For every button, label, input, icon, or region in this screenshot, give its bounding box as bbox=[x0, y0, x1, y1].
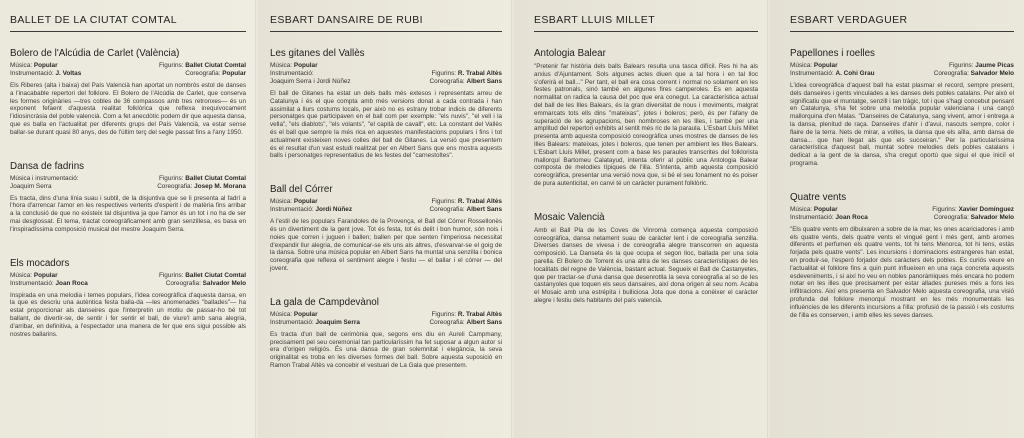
credit-label: Instrumentació: bbox=[270, 70, 314, 77]
dance-section bbox=[10, 161, 246, 234]
credit-label: Coreografia: bbox=[165, 279, 201, 287]
credit-row bbox=[10, 62, 246, 70]
credit-value: Ballet Ciutat Comtal bbox=[185, 62, 246, 69]
credit-label: Coreografia: bbox=[429, 78, 465, 85]
dance-description: Es tracta, dins d'una línia suau i subtil, de la disjuntiva que se li presenta al fadrí a l'hora d'arrencar l'amor en les respectives vertents d'esperit i de matèria fins arribar a la conclusió de que no existeix tal disjuntiva ja que l'amor és un tot i no ha de ser mai desglossat. El tema, tractat coreogràficament amb gran senzillesa, es basa en l'inspiradíssima composició musical del mestre Joaquim Serra. bbox=[10, 194, 246, 233]
ensemble-heading: ESBART VERDAGUER bbox=[790, 14, 1014, 32]
credit-label: Figurins: bbox=[431, 198, 457, 206]
credit-label: Música: bbox=[10, 271, 33, 279]
dance-section bbox=[534, 48, 758, 188]
dance-title: Els mocadors bbox=[10, 257, 70, 269]
credit-label: Música: bbox=[270, 198, 293, 206]
credit-value: Josep M. Morana bbox=[194, 182, 246, 190]
credit-label: Instrumentació: bbox=[790, 70, 834, 77]
dance-title: La gala de Campdevànol bbox=[270, 296, 379, 308]
credit-label: Coreografia: bbox=[933, 213, 969, 221]
credit-label: Coreografia: bbox=[157, 182, 193, 190]
dance-description: Amb el Ball Pla de les Coves de Vinromà comença aquesta composició coreogràfica, dansa netament suau de caràcter lent i de coreografia senzilla. Diverses danses de vivesa i de coreografia alegre transcorren en aquesta composició. La Danseta és la que ocupa el segon lloc, ballada per una sola parella. El Bolero de Torrent és una altra de les danses característiques de les localitats del regne de València, bastant actual. Segueix el Ball de Castanyetes, que per tractar-se d'una dansa que desenrotlla la seva coreografia al so de les castanyoles que toquen els seus dansaires, així dona origen al seu nom. Acaba el Mosaic amb una estrépita i bulliciosa Jota que dona a conèixer el caràcter alegre i festiu dels habitants del país valencià. bbox=[534, 226, 758, 304]
credit-value: Xavier Domínguez bbox=[958, 205, 1014, 213]
credit-value: Popular bbox=[293, 198, 318, 206]
credit-row bbox=[270, 311, 502, 319]
dance-title: Quatre vents bbox=[790, 191, 847, 203]
dance-section bbox=[10, 48, 246, 137]
credit-label: Coreografia: bbox=[933, 70, 969, 77]
credit-label: Figurins: bbox=[158, 62, 184, 69]
credit-label: Figurins: bbox=[948, 62, 974, 69]
dance-title: Antologia Balear bbox=[534, 48, 606, 59]
dance-section bbox=[534, 212, 758, 305]
credit-label: Figurins: bbox=[932, 205, 957, 213]
credit-row bbox=[10, 272, 246, 280]
credit-label: Música: bbox=[790, 62, 813, 69]
section-spacer bbox=[10, 240, 246, 258]
credit-row bbox=[10, 280, 246, 288]
credit-label: Instrumentació: bbox=[790, 213, 834, 221]
credit-value: Popular bbox=[813, 62, 838, 69]
credit-value: Popular bbox=[222, 70, 246, 77]
credit-value: Joan Roca bbox=[55, 279, 88, 287]
credit-row bbox=[270, 62, 502, 70]
credit-value: Salvador Melo bbox=[202, 279, 246, 287]
credit-value: A. Cohi Grau bbox=[835, 70, 875, 77]
dance-description: L'idea coreogràfica d'aquest ball ha estat plasmar el record, sempre present, dels danseires i gents vinculades a les danses dels pobles catalans. Per això el significatiu que el muntatge, senzill i tan tràgic, tot i que s'hagi concebut pensant en Catalunya, s'ha fet sobre una melodia popular valenciana i una cançó mallorquina d'en Malas. "Danseires de Catalunya, sang vivent, amor i entrega a la dansa, plenitud de raça. Danseires d'ahir i d'avui, nascuts sempre, color i flaire de la terra. Nets de mirar, a voltes, la dansa que els aïlla, amb dansa de dansa... que han llegat als que els succeiran." Per la particularíssima característica d'aquest ball, muntat sobre melodies dels pobles catalans i dedicat a la gent de la dansa, s'ha cregut oportú que sigui el que iniciï el programa. bbox=[790, 82, 1014, 167]
credit-value: R. Trabal Altès bbox=[457, 198, 502, 206]
credit-row bbox=[270, 198, 502, 206]
credit-row bbox=[270, 78, 502, 86]
credit-label: Coreografia: bbox=[429, 206, 465, 214]
dance-description: A l'estil de les populars Farandoles de la Provença, el Ball del Córrer Rossellonès és un divertiment de la gent jove. Tot és festa, tot és delit i bon humor, són nois i noies que corren i juguen i ballen; ballen per que senten l'imperiosa necessitat d'expandir llur alegria, de comunicar-se els uns als altres, d'esvarvar-se el goig de la dansa. Sobre una música popular en Albert Sans ha muntat una senzilla i bonica coreografia que reflexa el sentiment alegre i festiu — el ballar i el córrer — del jovent. bbox=[270, 218, 502, 272]
credit-row bbox=[790, 214, 1014, 222]
credit-label: Música i instrumentació: bbox=[10, 174, 79, 182]
dance-title: Mosaic Valencià bbox=[534, 211, 605, 223]
credit-value: Albert Sans bbox=[466, 206, 502, 214]
dance-section bbox=[10, 258, 246, 339]
credit-row bbox=[270, 319, 502, 327]
program-column bbox=[0, 0, 256, 438]
dance-description: Els Riberes (alta i baixa) del País Valencià han aportat un nombrós estol de danses a l'inacabable repertori del folklore. El Bolero de l'Alcúdia de Carlet, que conserva les formes originàries —tres cobles de 36 compassos amb tres retronxes— és un exponent fefaent d'aquesta realitat folklòrica que reflexa inequívocament l'idiosincràsia del poble valencià. Com a fet anecdòtic podem dir que aquesta dansa, que es balla en l'actualitat per diferents grups del País Valencià, va estar sense ballar-se durant quasi 80 anys, des de l'últim terç del segle passat fins a l'any 1950. bbox=[10, 82, 246, 136]
credit-value: Jaume Picas bbox=[975, 62, 1014, 69]
credit-row bbox=[790, 206, 1014, 214]
dance-title: Papellones i roelles bbox=[790, 48, 875, 59]
dance-description: "Els quatre vents em dibuixaren a sobre de la mar, les ones acariciadores i amb els quatre vents, dels quatre vents el vingué gent i més gent, amb aromes diferents et perfumen els quatre vents, tot hi tens Menorca, tot hi tens, estàs forjada pels quatre vents". Les incursions i dominacions estrangeres han estat, en produir-se, l'esperó forjador dels caràcters dels pobles. Es curiós veure en l'actualitat el folklore fins a quin punt influeixen en una raça concreta aquests esdeveniments, i si així ho veu en nobles panoràmiques més encara ho podem notar en les illes que precisament per estar allades pureses més a fons les infiltracions. Així ens presenta en Salvador Melo aquesta coreografia, una visió profunda del folklore menorquí mostrant en les més monumentals les influències de les diferents incursions a l'illa: profusió de la passió i els costums de l'illa es conserven, i amb elles les seves danses. bbox=[790, 225, 1014, 319]
dance-description: Es tracta d'un ball de cerimònia que, segons ens diu en Aureli Campmany, precisament pel seu ceremonial tan particularíssim ha fet suposar a algun autor si era d'origen religiós. És una dansa de gran solemnitat i elegància, la seva originalitat es troba en les diverses formes del ball. Sobre aquesta suposició en Ramon Trabal Altès va concebir el vestuari de La Gala que presentem. bbox=[270, 330, 502, 369]
credit-row bbox=[790, 70, 1014, 78]
credit-label: Joaquim Serra i Jordi Núñez bbox=[270, 78, 351, 85]
credit-row bbox=[270, 70, 502, 78]
credit-value: Joaquim Serra bbox=[315, 318, 360, 326]
program-column bbox=[256, 0, 512, 438]
credit-label: Instrumentació: bbox=[270, 206, 314, 214]
section-spacer bbox=[534, 194, 758, 212]
credit-row bbox=[270, 206, 502, 214]
dance-title: Bolero de l'Alcúdia de Carlet (València) bbox=[10, 48, 180, 59]
credit-value: Albert Sans bbox=[466, 78, 502, 85]
credit-value: Popular bbox=[33, 271, 58, 279]
section-spacer bbox=[790, 174, 1014, 192]
credit-value: Jordi Núñez bbox=[315, 206, 353, 214]
credit-label: Joaquim Serra bbox=[10, 182, 52, 190]
credit-value: Ballet Ciutat Comtal bbox=[185, 271, 246, 279]
dance-section bbox=[270, 297, 502, 370]
dance-description: "Pretenir far història dels balls Balears resulta una tasca difícil. Res hi ha als arxius d'Ajuntament. Sols algunes actes diuen que a tal hora i en tal lloc s'oferirà el ball..." Per tant, el ball era cosa corrent i normal no solament en les festes patronals, sinó també en algunes fires camperoles. Es en aquesta normalitat on radica la causa del poc que era conegut. La característica actual del ball de les Illes Balears, és la gran diversitat de nous i moviments, malgrat emmarcats tots ells dins "mateixas", jotes i boleros; però, és per l'afany de superació de les agrupacions, ben nombroses en les Illes, i també per una amplitud del repertori exhibits al sentit més ric de la paraula. L'Esbart Lluís Millet presenta amb aquesta composició coreogràfica unes mostres de danses de les Illes Balears: mateixas, jotes i boleros, que tenen per ambient les Illes Balears. L'Esbart Lluís Millet, present com a base les paraules transcrites del folklorista mallorquí Bartomeu Calatayud, intenta oferir al públic una Antologia Balear composta de melodies típiques de l'illa. S'intenta, amb aquesta composició coreogràfica, presentar una versió nova que, si bé el seu fonament no és poiser de pura autenticitat, en canvi té un caràcter purament folklòric. bbox=[534, 63, 758, 187]
program-column bbox=[768, 0, 1024, 438]
credit-value: Ballet Ciutat Comtal bbox=[185, 174, 246, 182]
credit-value: Popular bbox=[293, 310, 318, 318]
credit-label: Figurins: bbox=[158, 271, 184, 279]
credit-row bbox=[790, 62, 1014, 70]
credit-label: Música: bbox=[10, 62, 33, 69]
credit-value: Albert Sans bbox=[466, 318, 502, 326]
dance-title: Ball del Córrer bbox=[270, 184, 333, 196]
ensemble-heading: BALLET DE LA CIUTAT COMTAL bbox=[10, 14, 246, 32]
credit-label: Música: bbox=[790, 205, 813, 213]
dance-description: Inspirada en una melodia i temes populars, l'idea coreogràfica d'aquesta dansa, en la que es descriu una autèntica festa balla-da —les anomenades "ballades"— ha estat proporcionar als danseires que l'interpretin un motiu de passar-ho bé tot ballant, de divertir-se, de sentir i fer sentir el ball, de viure'l amb sana alegria, d'arribar, en definitiva, a l'espectador una manera de fer que ens sigui possible als nostres ballarins. bbox=[10, 291, 246, 338]
credit-label: Instrumentació: bbox=[10, 70, 54, 77]
credit-label: Música: bbox=[270, 310, 293, 318]
dance-title: Dansa de fadrins bbox=[10, 160, 85, 172]
credit-value: Popular bbox=[293, 62, 318, 69]
program-column bbox=[512, 0, 768, 438]
credit-row bbox=[10, 70, 246, 78]
credit-label: Figurins: bbox=[158, 174, 184, 182]
credit-value: R. Trabal Altès bbox=[457, 70, 502, 77]
ensemble-heading: ESBART DANSAIRE DE RUBI bbox=[270, 14, 502, 32]
dance-section bbox=[270, 48, 502, 160]
credit-value: R. Trabal Altès bbox=[457, 310, 502, 318]
credit-label: Figurins: bbox=[431, 70, 457, 77]
credit-value: Salvador Melo bbox=[970, 213, 1014, 221]
dance-section bbox=[270, 184, 502, 273]
credit-label: Instrumentació: bbox=[270, 318, 314, 326]
section-spacer bbox=[270, 279, 502, 297]
credit-value: Salvador Melo bbox=[970, 70, 1014, 77]
credit-value: Popular bbox=[33, 62, 58, 69]
credit-label: Música: bbox=[270, 62, 293, 69]
section-spacer bbox=[10, 143, 246, 161]
credit-label: Figurins: bbox=[431, 310, 457, 318]
credit-value: Popular bbox=[813, 205, 838, 213]
credit-label: Instrumentació: bbox=[10, 279, 54, 287]
credit-label: Coreografia: bbox=[185, 70, 221, 77]
credit-row bbox=[10, 175, 246, 183]
dance-description: El ball de Gitanes ha estat un dels balls més extesos i representats arreu de Catalunya i és el que compta amb més versions donat a cada contrada i han assimilat a llurs costums locals, per això no es estrany trobar indicis de diferents personatges que participaven en el ball com per exemple: "els nuvis", "el vell i la vella", "els diablots", "els volants", "el capità de cavall", etc. La constant del Vallès és el ball que sempre la més rica en aquestes manifestacions populars i fins i tot actualment existeixen noves colles del ball de Gitanes. La versió que presentem és el resultat d'un vast estudi realitzat per en Albert Sans que ens mostra aquests balls i personatges representatius de les festes del "carnestoltes". bbox=[270, 90, 502, 160]
credit-label: Coreografia: bbox=[429, 318, 465, 326]
dance-section bbox=[790, 48, 1014, 168]
section-spacer bbox=[270, 166, 502, 184]
dance-title: Les gitanes del Vallès bbox=[270, 48, 365, 59]
ensemble-heading: ESBART LLUIS MILLET bbox=[534, 14, 758, 32]
credit-value: Joan Roca bbox=[835, 213, 868, 221]
credit-row bbox=[10, 183, 246, 191]
dance-section bbox=[790, 192, 1014, 320]
credit-value: J. Voltas bbox=[55, 70, 82, 77]
